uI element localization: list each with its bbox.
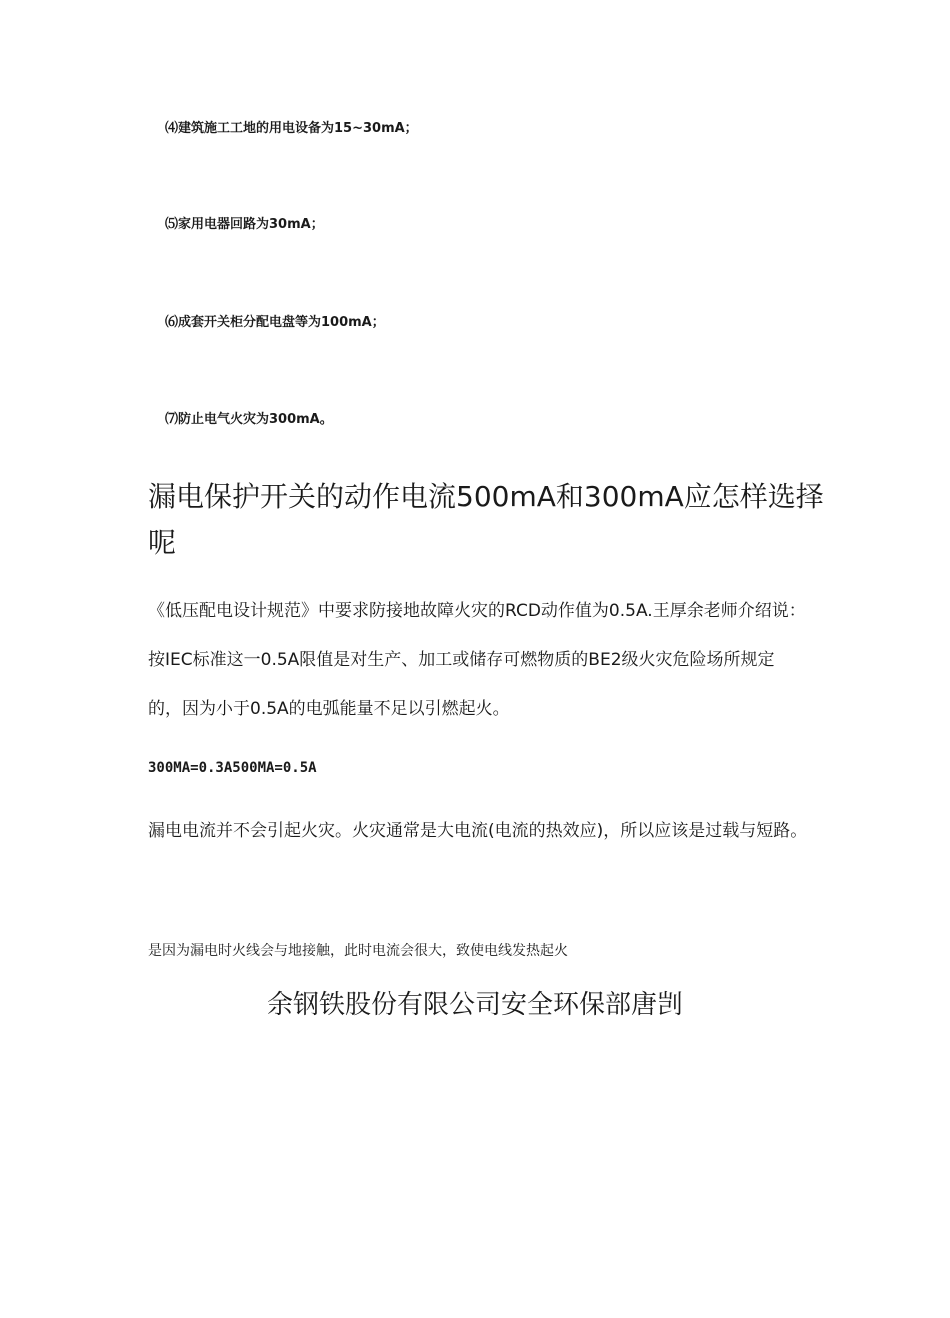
- list-item-5: ⑸家用电器回路为30mA；: [165, 217, 324, 232]
- list-item-6: ⑹成套开关柜分配电盘等为100mA；: [165, 315, 385, 330]
- formula-line: 300MA=0.3A500MA=0.5A: [148, 760, 317, 776]
- list-item-7: ⑺防止电气火灾为300mA。: [165, 412, 333, 427]
- section-heading: 漏电保护开关的动作电流500mA和300mA应怎样选择呢: [148, 480, 824, 559]
- author-footer: 余钢铁股份有限公司安全环保部唐剀: [266, 990, 683, 1020]
- paragraph-standard: 《低压配电设计规范》中要求防接地故障火灾的RCD动作值为0.5A.王厚余老师介绍说：按IEC标准这一0.5A限值是对生产、加工或储存可燃物质的BE2级火灾危险场所规定的，因为小于0.5A的电弧能量不足以引燃起火。: [148, 601, 806, 719]
- list-item-4: ⑷建筑施工工地的用电设备为15~30mA；: [165, 121, 418, 136]
- note-line: 是因为漏电时火线会与地接触，此时电流会很大，致使电线发热起火: [148, 943, 568, 959]
- paragraph-cause: 漏电电流并不会引起火灾。火灾通常是大电流(电流的热效应)，所以应该是过载与短路。: [148, 821, 808, 841]
